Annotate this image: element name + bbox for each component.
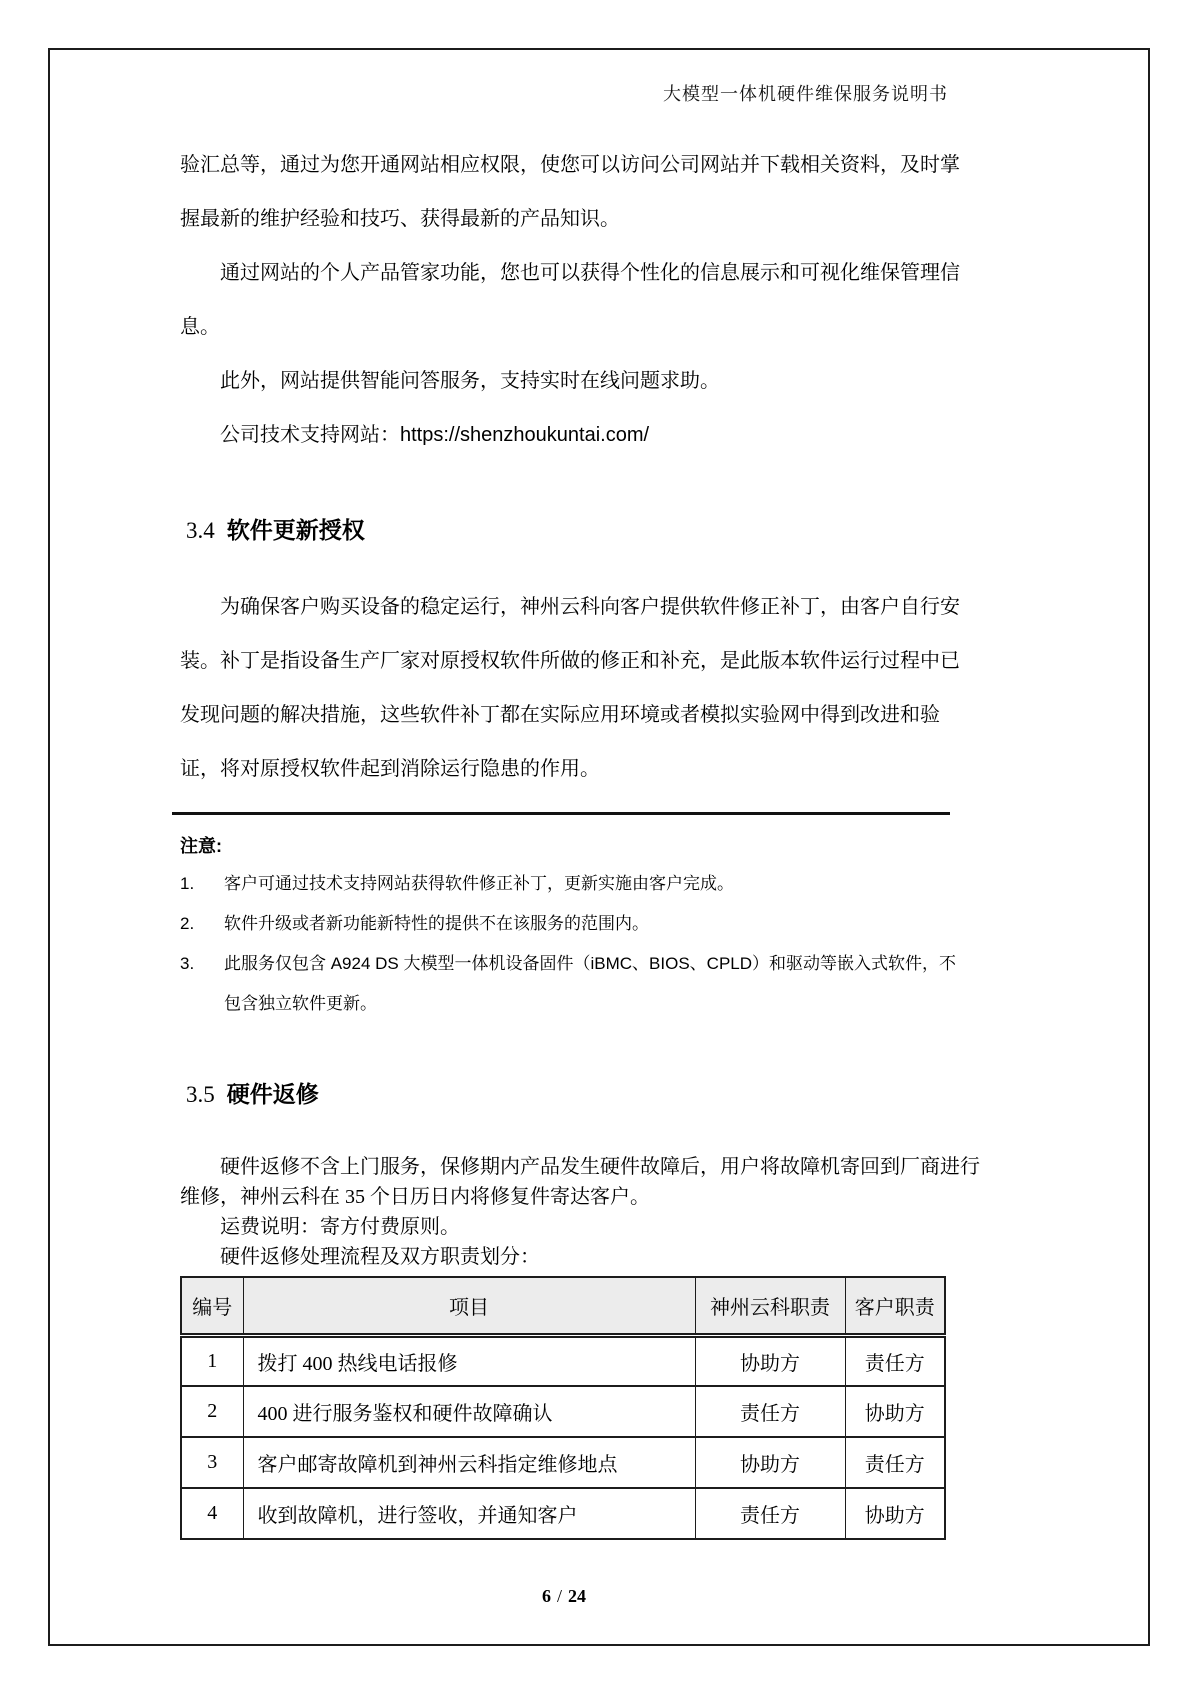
note-item (180, 904, 958, 944)
cell-number: 2 (181, 1386, 243, 1437)
body-line: 硬件返修不含上门服务，保修期内产品发生硬件故障后，用户将故障机寄回到厂商进行 (220, 1156, 980, 1178)
column-header-item: 项目 (243, 1277, 695, 1335)
section-number: 3.4 (186, 518, 215, 543)
note-item-number: 3. (180, 954, 195, 973)
note-divider-rule (172, 812, 950, 815)
page-number-separator: / (556, 1586, 562, 1606)
total-page-count: 24 (568, 1586, 586, 1606)
section-number: 3.5 (186, 1082, 215, 1107)
note-item-number: 1. (180, 874, 195, 893)
body-line: 硬件返修处理流程及双方职责划分： (220, 1246, 540, 1268)
body-line: 为确保客户购买设备的稳定运行，神州云科向客户提供软件修正补丁，由客户自行安 (220, 596, 960, 618)
note-item-text: 客户可通过技术支持网站获得软件修正补丁，更新实施由客户完成。 (224, 874, 734, 893)
table-header-row (181, 1277, 945, 1335)
intro-line: 验汇总等，通过为您开通网站相应权限，使您可以访问公司网站并下载相关资料，及时掌 (180, 154, 960, 176)
note-item (180, 864, 958, 904)
body-line: 运费说明：寄方付费原则。 (220, 1216, 460, 1238)
body-line: 维修，神州云科在 35 个日历日内将修复件寄达客户。 (180, 1186, 650, 1208)
note-item-number: 2. (180, 914, 195, 933)
cell-item: 收到故障机，进行签收，并通知客户 (243, 1488, 695, 1539)
document-header-title: 大模型一体机硬件维保服务说明书 (663, 84, 948, 104)
section-3-5-body (180, 1152, 980, 1272)
cell-szyk-duty: 责任方 (695, 1488, 845, 1539)
cell-customer-duty: 协助方 (845, 1488, 945, 1539)
section-title: 硬件返修 (226, 1081, 319, 1107)
page-footer (180, 1586, 948, 1607)
cell-szyk-duty: 责任方 (695, 1386, 845, 1437)
intro-line: 握最新的维护经验和技巧、获得最新的产品知识。 (180, 208, 620, 230)
cell-number: 3 (181, 1437, 243, 1488)
responsibility-table (180, 1276, 946, 1540)
cell-customer-duty: 责任方 (845, 1437, 945, 1488)
note-label: 注意: (180, 836, 222, 856)
cell-szyk-duty: 协助方 (695, 1437, 845, 1488)
cell-item: 400 进行服务鉴权和硬件故障确认 (243, 1386, 695, 1437)
intro-line: 此外，网站提供智能问答服务，支持实时在线问题求助。 (220, 370, 720, 392)
section-3-4-heading (186, 512, 365, 545)
body-line: 装。补丁是指设备生产厂家对原授权软件所做的修正和补充，是此版本软件运行过程中已 (180, 650, 960, 672)
note-item-text: 软件升级或者新功能新特性的提供不在该服务的范围内。 (224, 914, 649, 933)
cell-item: 拨打 400 热线电话报修 (243, 1335, 695, 1386)
body-line: 证，将对原授权软件起到消除运行隐患的作用。 (180, 758, 600, 780)
cell-customer-duty: 责任方 (845, 1335, 945, 1386)
column-header-customer-duty: 客户职责 (845, 1277, 945, 1335)
column-header-number: 编号 (181, 1277, 243, 1335)
table-row (181, 1386, 945, 1437)
support-website-line: 公司技术支持网站：https://shenzhoukuntai.com/ (220, 424, 650, 446)
column-header-szyk-duty: 神州云科职责 (695, 1277, 845, 1335)
current-page-number: 6 (541, 1586, 551, 1606)
intro-paragraphs (180, 138, 958, 462)
note-list (180, 864, 958, 1024)
cell-item: 客户邮寄故障机到神州云科指定维修地点 (243, 1437, 695, 1488)
section-3-4-body (180, 580, 958, 796)
body-line: 发现问题的解决措施，这些软件补丁都在实际应用环境或者模拟实验网中得到改进和验 (180, 704, 940, 726)
note-item (180, 944, 958, 1024)
section-3-5-heading (186, 1076, 319, 1109)
intro-line: 息。 (180, 316, 220, 338)
cell-szyk-duty: 协助方 (695, 1335, 845, 1386)
note-item-text: 此服务仅包含 A924 DS 大模型一体机设备固件（iBMC、BIOS、CPLD）和驱动等嵌入式软件，不包含独立软件更新。 (224, 954, 957, 1013)
cell-number: 1 (181, 1335, 243, 1386)
section-title: 软件更新授权 (226, 517, 365, 543)
table-row (181, 1335, 945, 1386)
table-row (181, 1488, 945, 1539)
intro-line: 通过网站的个人产品管家功能，您也可以获得个性化的信息展示和可视化维保管理信 (220, 262, 960, 284)
cell-customer-duty: 协助方 (845, 1386, 945, 1437)
table-row (181, 1437, 945, 1488)
cell-number: 4 (181, 1488, 243, 1539)
